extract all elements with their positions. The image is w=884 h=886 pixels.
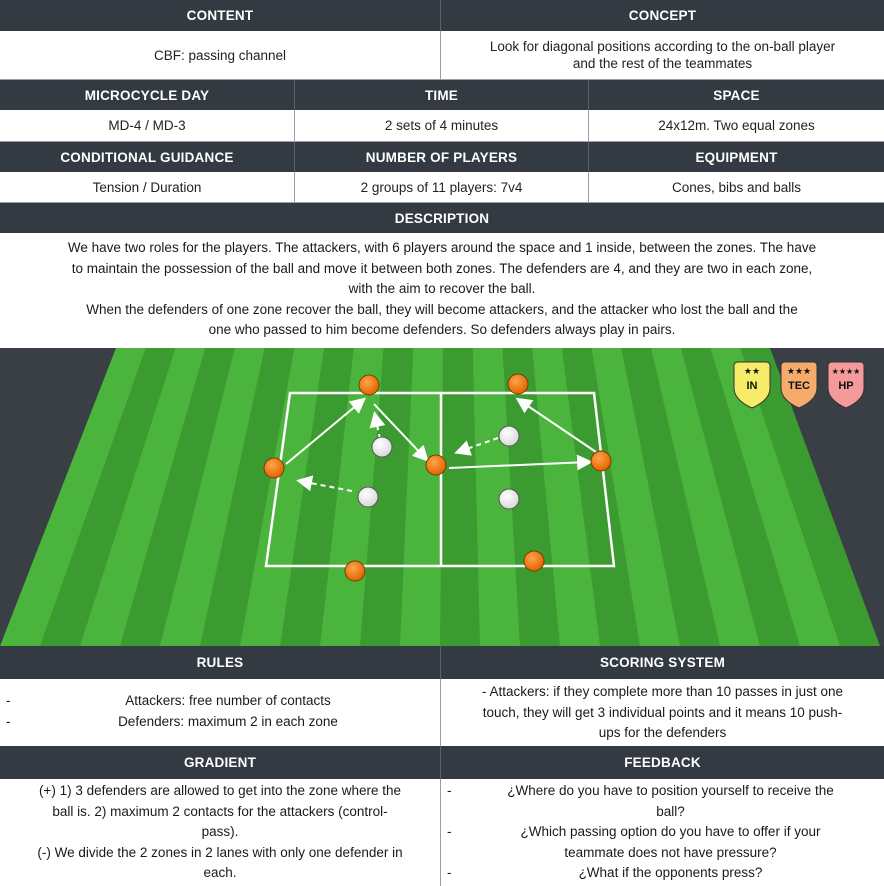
attacker-player [524, 551, 544, 571]
space-value: 24x12m. Two equal zones [658, 118, 815, 133]
number-of-players-value: 2 groups of 11 players: 7v4 [295, 172, 589, 202]
rules-item [6, 712, 434, 733]
gradient-block [0, 779, 441, 886]
value-row-2 [0, 110, 884, 142]
number-of-players-header: NUMBER OF PLAYERS [295, 142, 589, 172]
scoring-line: ups for the defenders [598, 725, 727, 740]
feedback-item-text: ¿Where do you have to position yourself to receive the [507, 783, 834, 798]
badge-label: HP [838, 380, 854, 392]
bullet-dash: - [447, 824, 452, 839]
rules-header: RULES [0, 646, 441, 679]
concept-value [441, 31, 884, 79]
microcycle-day-header: MICROCYCLE DAY [0, 80, 295, 110]
concept-line-1: Look for diagonal positions according to the on-ball player [489, 39, 836, 54]
badge-stars: ★★ [743, 367, 761, 377]
conditional-guidance-value: Tension / Duration [0, 172, 295, 202]
rules-block [0, 679, 441, 746]
feedback-item-cont [447, 843, 878, 864]
header-row-1 [0, 0, 884, 31]
microcycle-day-value: MD-4 / MD-3 [0, 110, 295, 141]
rules-scoring-row [0, 679, 884, 746]
rules-item [6, 691, 434, 712]
gradient-line: each. [203, 865, 237, 880]
attacker-player [264, 458, 284, 478]
attacker-player [508, 374, 528, 394]
description-line: one who passed to him become defenders. So defenders always play in pairs. [208, 322, 676, 337]
scoring-header: SCORING SYSTEM [599, 655, 726, 670]
rules-item-text: Defenders: maximum 2 in each zone [118, 713, 338, 729]
description-header: DESCRIPTION [394, 210, 490, 226]
conditional-guidance-header: CONDITIONAL GUIDANCE [0, 142, 295, 172]
bullet-dash: - [6, 693, 11, 708]
space-header: SPACE [713, 87, 760, 103]
feedback-item-text: ball? [656, 803, 685, 819]
feedback-item-text: ¿What if the opponents press? [578, 865, 763, 880]
value-row-3 [0, 172, 884, 203]
rules-item-text: Attackers: free number of contacts [125, 693, 331, 708]
attacker-player [426, 455, 446, 475]
bullet-dash: - [447, 865, 452, 880]
description-header-row [0, 203, 884, 233]
description-line: to maintain the possession of the ball and move it between both zones. The defenders are 4, and they are two in each zone, [71, 260, 813, 276]
badge-stars: ★★★ [786, 367, 812, 377]
feedback-block [441, 779, 884, 886]
gradient-line: (-) We divide the 2 zones in 2 lanes with only one defender in [37, 844, 403, 860]
header-row-rules [0, 646, 884, 679]
feedback-item-text: ¿Which passing option do you have to offer if your [520, 824, 821, 839]
defender-player [499, 489, 519, 509]
gradient-line: (+) 1) 3 defenders are allowed to get into the zone where the [38, 783, 402, 798]
description-line: When the defenders of one zone recover the ball, they will become attackers, and the attacker who lost the ball and the [86, 301, 798, 317]
content-value: CBF: passing channel [0, 31, 441, 79]
attacker-player [591, 451, 611, 471]
bullet-dash: - [447, 783, 452, 798]
feedback-item [447, 822, 878, 843]
badge-hp [828, 362, 864, 408]
header-row-3 [0, 142, 884, 172]
scoring-line: - Attackers: if they complete more than 10 passes in just one [482, 684, 843, 699]
feedback-item [447, 863, 878, 884]
gradient-header: GRADIENT [0, 746, 441, 779]
description-line: with the aim to recover the ball. [348, 281, 536, 296]
value-row-1 [0, 31, 884, 80]
defender-player [499, 426, 519, 446]
time-value: 2 sets of 4 minutes [295, 110, 589, 141]
drill-diagram [0, 348, 884, 646]
gradient-line: ball is. 2) maximum 2 contacts for the attackers (control- [52, 803, 388, 819]
header-row-2 [0, 80, 884, 110]
defender-player [358, 487, 378, 507]
concept-line-2: and the rest of the teammates [572, 56, 753, 71]
pitch-svg [0, 348, 884, 646]
attacker-player [359, 375, 379, 395]
feedback-header: FEEDBACK [624, 755, 701, 770]
bullet-dash: - [6, 713, 11, 729]
description-line: We have two roles for the players. The attackers, with 6 players around the space and 1 inside, between the zones. The have [67, 240, 817, 255]
equipment-header: EQUIPMENT [695, 149, 778, 165]
description-text [0, 233, 884, 348]
attacker-player [345, 561, 365, 581]
time-header: TIME [295, 80, 589, 110]
gradient-line: pass). [201, 824, 239, 839]
badge-label: TEC [788, 380, 810, 392]
equipment-value: Cones, bibs and balls [671, 179, 802, 195]
defender-player [372, 437, 392, 457]
scoring-block [441, 679, 884, 746]
concept-header: CONCEPT [628, 8, 697, 23]
badge-label: IN [746, 380, 758, 392]
badge-stars: ★★★★ [831, 367, 861, 376]
gradient-feedback-row [0, 779, 884, 886]
feedback-item [447, 781, 878, 802]
feedback-item-text: teammate does not have pressure? [564, 844, 777, 860]
content-header: CONTENT [0, 0, 441, 31]
header-row-gradient [0, 746, 884, 779]
feedback-item-cont [447, 802, 878, 823]
difficulty-badges [734, 362, 864, 408]
scoring-line: touch, they will get 3 individual points and it means 10 push- [482, 704, 843, 720]
